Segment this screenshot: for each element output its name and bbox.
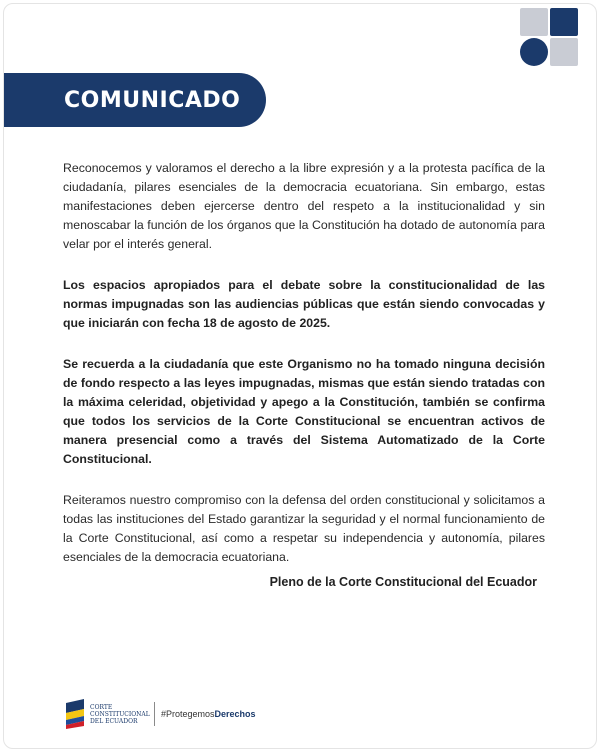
- navy-circle-shape: [520, 38, 548, 66]
- logo-text-line-1: CORTE: [90, 703, 113, 711]
- statement-body: [63, 159, 545, 589]
- title-banner: [4, 73, 266, 127]
- footer-divider: [154, 702, 155, 726]
- signature: Pleno de la Corte Constitucional del Ecuador: [269, 575, 537, 589]
- corner-decoration: [518, 4, 578, 68]
- gray-square-shape-bottom: [550, 38, 578, 66]
- court-logo-icon: [64, 699, 86, 729]
- paragraph-2: Los espacios apropiados para el debate sobre la constitucionalidad de las normas impugnadas son las audiencias públicas que están siendo convocadas y que iniciarán con fecha 18 de agosto de 2025.: [63, 278, 545, 330]
- logo-text-line-3: DEL ECUADOR: [90, 717, 138, 725]
- paragraph-1: Reconocemos y valoramos el derecho a la libre expresión y a la protesta pacífica de la ciudadanía, pilares esenciales de la democracia ecuatoriana. Sin embargo, estas manifestaciones deben ejercerse dentro del respeto a la institucionalidad y sin menoscabar la función de los órganos que la Constitución ha dotado de autonomía para velar por el interés general.: [63, 161, 545, 251]
- document-page: [3, 3, 597, 749]
- geometric-shapes-icon: [518, 4, 578, 68]
- hashtag-bold: Derechos: [214, 709, 256, 719]
- paragraph-4: Reiteramos nuestro compromiso con la defensa del orden constitucional y solicitamos a todas las instituciones del Estado garantizar la seguridad y el normal funcionamiento de la Corte Constitucional, así como a respetar su independencia y autonomía, pilares esenciales de la democracia ecuatoriana.: [63, 493, 545, 564]
- paragraph-3: Se recuerda a la ciudadanía que este Organismo no ha tomado ninguna decisión de fondo respecto a las leyes impugnadas, mismas que están siendo tratadas con la máxima celeridad, objetividad y apego a la Constitución, también se confirma que todos los servicios de la Corte Constitucional se encuentran activos de manera presencial como a través del Sistema Automatizado de la Corte Constitucional.: [63, 357, 545, 466]
- gray-square-shape: [520, 8, 548, 36]
- hashtag: [161, 709, 256, 719]
- page-title: COMUNICADO: [64, 87, 241, 113]
- court-logo-text: [90, 704, 152, 725]
- hashtag-prefix: #Protegemos: [161, 709, 215, 719]
- navy-square-shape: [550, 8, 578, 36]
- footer: [64, 696, 256, 732]
- logo-text-line-2: CONSTITUCIONAL: [90, 710, 150, 718]
